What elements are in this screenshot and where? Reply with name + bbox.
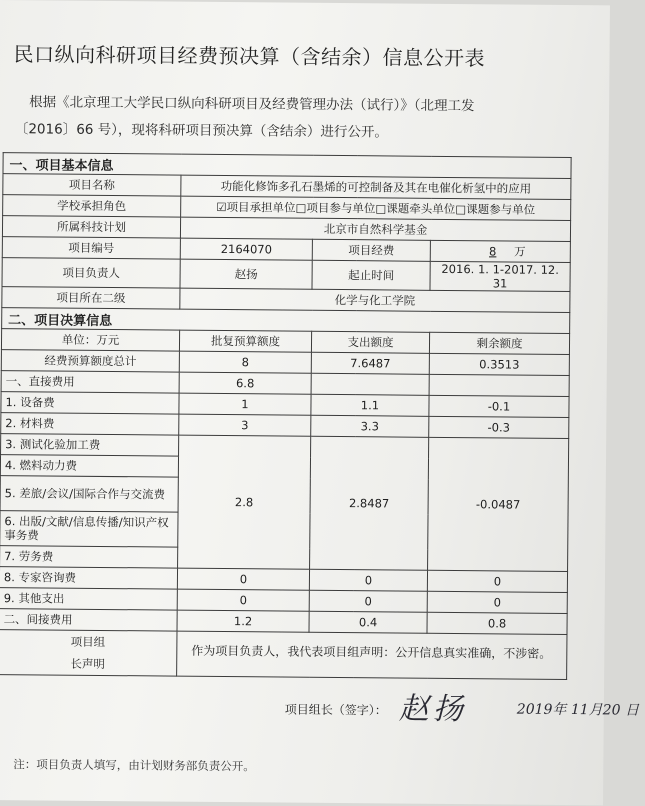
item-row-left: -0.1: [429, 395, 569, 417]
footnote: 注：项目负责人填写，由计划财务部负责公开。: [13, 757, 255, 774]
group-approved: 2.8: [178, 435, 311, 569]
project-code-label: 项目编号: [2, 237, 180, 260]
total-label: 经费预算额度总计: [1, 350, 179, 373]
col-left-header: 剩余额度: [429, 332, 569, 354]
total-approved: 8: [179, 351, 311, 373]
signature-date: 2019年 11月20 日: [516, 701, 640, 719]
item-row-spent: 1.1: [311, 394, 429, 416]
item-row-approved: 3: [179, 414, 311, 436]
section-final-accounts: 二、项目决算信息: [2, 308, 570, 334]
school-role-label: 学校承担角色: [3, 195, 181, 218]
group-item-label: 6. 出版/文献/信息传播/知识产权事务费: [0, 511, 178, 548]
item-row-approved: 1: [179, 393, 311, 415]
item-row-spent: 0: [309, 590, 427, 612]
tech-plan-value: 北京市自然科学基金: [180, 217, 570, 241]
direct-cost-spent: [311, 373, 429, 395]
item-row-approved: 0: [177, 589, 309, 611]
group-item-label: 4. 燃料动力费: [0, 455, 178, 478]
direct-cost-left: [429, 374, 569, 396]
disclosure-table: [0, 152, 640, 728]
project-leader-value: 赵扬: [180, 259, 312, 289]
item-row-label: 9. 其他支出: [0, 588, 177, 611]
document-title: 民口纵向科研项目经费预决算（含结余）信息公开表: [13, 42, 486, 71]
period-value: 2016. 1. 1-2017. 12. 31: [430, 261, 570, 291]
statement-label-cell: [0, 630, 177, 677]
department-value: 化学与化工学院: [180, 288, 570, 312]
intro-line-1: 根据《北京理工大学民口纵向科研项目及经费管理办法（试行）》（北理工发: [29, 94, 475, 115]
school-role-value: ☑项目承担单位□项目参与单位□课题牵头单位□课题参与单位: [181, 196, 571, 220]
funds-amount: 8: [489, 244, 497, 259]
period-label: 起止时间: [312, 260, 430, 290]
department-label: 项目所在二级: [2, 287, 180, 310]
statement-text: 作为项目负责人，我代表项目组声明：公开信息真实准确，不涉密。: [191, 643, 552, 661]
statement-label: 项目组长声明: [70, 634, 106, 671]
project-funds-label: 项目经费: [312, 239, 430, 261]
indirect-cost-spent: 0.4: [309, 611, 427, 633]
item-row-spent: 0: [309, 569, 427, 591]
item-row-label: 1. 设备费: [1, 392, 179, 415]
indirect-cost-left: 0.8: [427, 612, 567, 634]
item-row-left: -0.3: [429, 416, 569, 438]
total-spent: 7.6487: [311, 352, 429, 374]
indirect-cost-label: 二、间接费用: [0, 609, 177, 632]
direct-cost-approved: 6.8: [179, 372, 311, 394]
group-item-label: 3. 测试化验加工费: [1, 434, 179, 457]
group-item-label: 7. 劳务费: [0, 546, 178, 569]
project-code-value: 2164070: [180, 238, 312, 260]
project-leader-label: 项目负责人: [2, 258, 180, 289]
col-approved-header: 批复预算额度: [179, 330, 311, 352]
total-left: 0.3513: [429, 353, 569, 375]
handwritten-signature: 赵扬: [398, 691, 467, 728]
statement-cell: [177, 631, 640, 728]
section-basic-info: 一、项目基本信息: [3, 153, 571, 179]
project-name-label: 项目名称: [3, 174, 181, 197]
group-item-label: 5. 差旅/会议/国际合作与交流费: [0, 476, 178, 513]
item-row-left: 0: [427, 570, 567, 592]
item-row-approved: 0: [177, 568, 309, 590]
group-left: -0.0487: [428, 437, 569, 571]
item-row-label: 2. 材料费: [1, 413, 179, 436]
indirect-cost-approved: 1.2: [177, 610, 309, 632]
col-spent-header: 支出额度: [311, 331, 429, 353]
item-row-label: 8. 专家咨询费: [0, 567, 178, 590]
tech-plan-label: 所属科技计划: [2, 216, 180, 239]
funds-unit: 万: [514, 244, 526, 259]
intro-line-2: 〔2016〕66 号），现将科研项目预决算（含结余）进行公开。: [14, 121, 389, 141]
direct-cost-label: 一、直接费用: [1, 371, 179, 394]
project-funds-value: [430, 240, 570, 262]
signature-label: 项目组长（签字）：: [284, 702, 387, 718]
unit-label: 单位：万元: [1, 329, 179, 352]
project-name-value: 功能化修饰多孔石墨烯的可控制备及其在电催化析氢中的应用: [181, 175, 571, 199]
item-row-left: 0: [427, 591, 567, 613]
group-spent: 2.8487: [310, 436, 429, 570]
item-row-spent: 3.3: [311, 415, 429, 437]
